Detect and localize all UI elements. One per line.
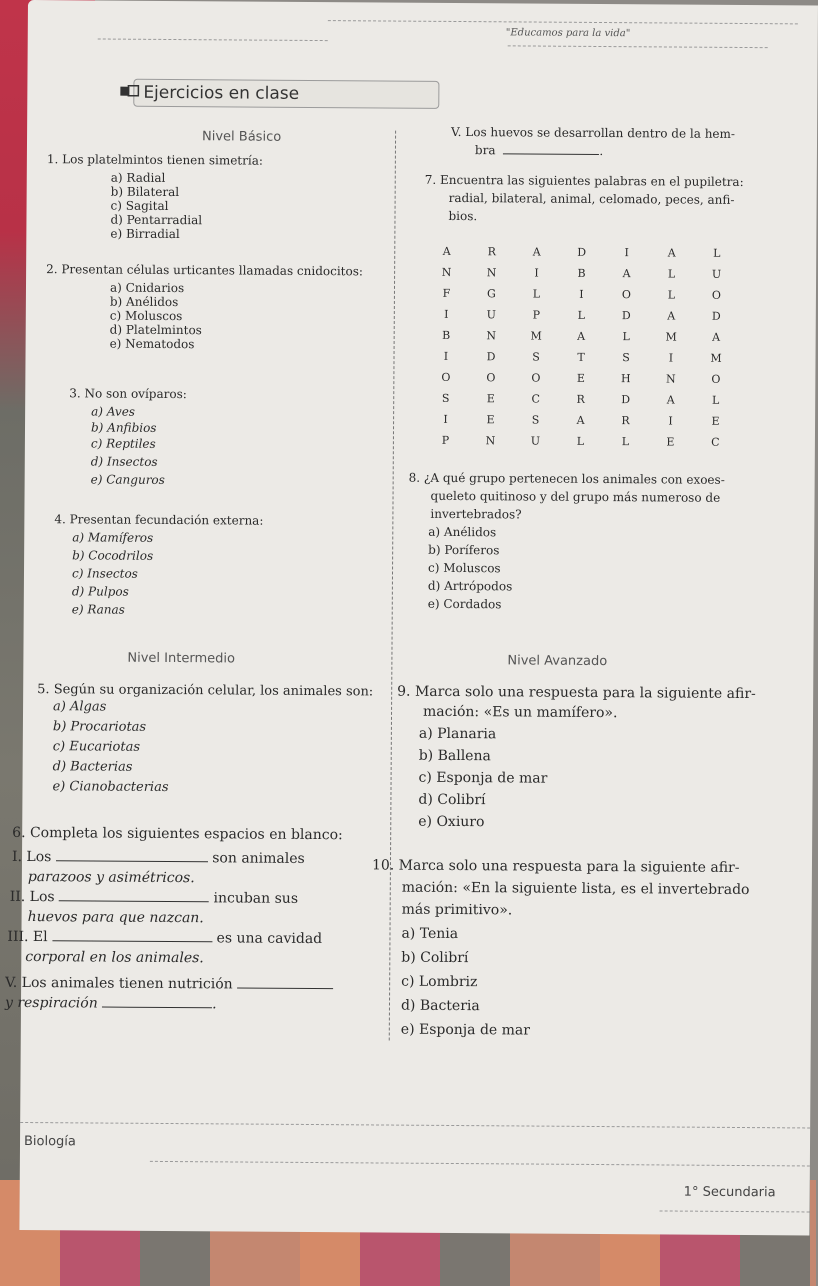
grid-cell[interactable]: S xyxy=(531,413,540,427)
q1-option-b: b) Bilateral xyxy=(110,184,180,200)
question-10-line3: más primitivo». xyxy=(401,901,513,919)
grid-cell[interactable]: L xyxy=(622,330,630,344)
q2-option-e: e) Nematodos xyxy=(109,336,195,352)
grid-cell[interactable]: O xyxy=(486,371,496,385)
grid-cell[interactable]: F xyxy=(442,286,451,300)
q9-option-d: d) Colibrí xyxy=(418,791,486,809)
grid-cell[interactable]: A xyxy=(622,267,631,281)
grid-cell[interactable]: S xyxy=(622,351,630,365)
q2-option-a: a) Cnidarios xyxy=(109,280,185,296)
q6-item-v xyxy=(5,976,365,994)
q8-option-d: d) Artrópodos xyxy=(427,578,513,594)
q6-item-ii xyxy=(10,890,350,907)
q6-ii-blank[interactable] xyxy=(59,900,209,902)
q5-option-e: e) Cianobacterias xyxy=(52,779,169,796)
q2-option-b: b) Anélidos xyxy=(109,294,179,310)
footer-rule-mid xyxy=(150,1161,810,1167)
question-7-line2: radial, bilateral, animal, celomado, peces, anfi- xyxy=(448,190,735,207)
q6-iii-end: corporal en los animales. xyxy=(25,949,204,967)
q3-option-e: e) Canguros xyxy=(90,472,165,487)
q6-ii-mid: incuban sus xyxy=(213,890,299,907)
grid-cell[interactable]: I xyxy=(444,307,449,321)
question-8-line2: queleto quitinoso y del grupo más numeroso de xyxy=(430,488,721,505)
grid-row xyxy=(424,283,739,306)
question-10-line2: mación: «En la siguiente lista, es el invertebrado xyxy=(401,879,750,899)
grid-cell[interactable]: L xyxy=(621,435,630,449)
q6-item-iii xyxy=(7,930,347,947)
q5-option-c: c) Eucariotas xyxy=(52,739,141,755)
grid-cell[interactable]: A xyxy=(577,329,586,343)
q1-option-e: e) Birradial xyxy=(110,226,180,242)
grid-cell[interactable]: O xyxy=(441,370,451,384)
grid-cell[interactable]: M xyxy=(665,330,677,344)
q6-ii-end: huevos para que nazcan. xyxy=(27,909,204,927)
grid-cell[interactable]: M xyxy=(530,329,542,343)
grid-cell[interactable]: I xyxy=(668,351,674,365)
worksheet-page xyxy=(4,0,818,1235)
question-2: 2. Presentan células urticantes llamadas cnidocitos: xyxy=(46,262,364,279)
q6-v-resp: y respiración xyxy=(4,994,98,1012)
grid-cell[interactable]: A xyxy=(576,413,585,427)
q10-option-a: a) Tenia xyxy=(401,925,459,943)
question-8: 8. ¿A qué grupo pertenecen los animales con exoes- xyxy=(408,470,725,487)
q8-option-c: c) Moluscos xyxy=(427,560,501,576)
grid-cell[interactable]: D xyxy=(486,350,496,364)
grid-cell[interactable]: R xyxy=(576,392,585,406)
q4-option-d: d) Pulpos xyxy=(71,584,129,599)
grid-cell[interactable]: B xyxy=(577,266,586,280)
q9-option-b: b) Ballena xyxy=(418,747,491,765)
grid-row xyxy=(423,346,738,369)
q8-option-b: b) Poríferos xyxy=(428,542,500,558)
grid-cell[interactable]: L xyxy=(712,393,720,407)
q10-option-e: e) Esponja de mar xyxy=(400,1021,531,1039)
q6-item-i xyxy=(12,850,352,867)
question-8-line3: invertebrados? xyxy=(430,506,522,522)
grid-cell[interactable]: E xyxy=(711,414,720,428)
level-basic-title: Nivel Básico xyxy=(201,129,282,145)
grid-cell[interactable]: N xyxy=(485,434,496,448)
question-7: 7. Encuentra las siguientes palabras en el pupiletra: xyxy=(424,172,744,190)
grid-cell[interactable]: C xyxy=(531,392,540,406)
grid-cell[interactable]: D xyxy=(621,309,631,323)
q6-i-end: parazoos y asimétricos. xyxy=(27,869,195,887)
footer-rule-bottom xyxy=(660,1210,810,1212)
question-5: 5. Según su organización celular, los animales son: xyxy=(37,682,374,700)
q6-i-blank[interactable] xyxy=(56,860,208,862)
grid-cell[interactable]: I xyxy=(624,246,629,260)
grid-cell[interactable]: O xyxy=(621,288,632,302)
q5-option-b: b) Procariotas xyxy=(52,719,147,735)
word-search-grid xyxy=(423,241,739,453)
section-title: Ejercicios en clase xyxy=(143,82,300,104)
header-rule-top xyxy=(328,20,798,24)
grid-cell[interactable]: B xyxy=(442,328,451,342)
grid-row xyxy=(423,367,738,390)
q9-option-c: c) Esponja de mar xyxy=(418,769,548,787)
header-rule-right xyxy=(508,45,768,48)
q6-item-v-line2 xyxy=(5,996,217,1012)
footer-grade: 1° Secundaria xyxy=(683,1184,776,1201)
q4-option-e: e) Ranas xyxy=(71,602,125,617)
q8-option-a: a) Anélidos xyxy=(428,524,497,540)
grid-row xyxy=(423,388,738,411)
grid-cell[interactable]: A xyxy=(666,393,675,407)
level-intermediate-title: Nivel Intermedio xyxy=(127,650,236,667)
grid-cell[interactable]: N xyxy=(441,265,452,279)
q6-iii-blank[interactable] xyxy=(52,940,212,942)
q6-i-start: I. Los xyxy=(11,848,52,866)
grid-cell[interactable]: G xyxy=(487,287,496,301)
q1-option-d: d) Pentarradial xyxy=(110,212,203,228)
grid-cell[interactable]: O xyxy=(711,288,722,302)
q6-i-mid: son animales xyxy=(212,850,305,867)
grid-row xyxy=(424,241,739,264)
grid-cell[interactable]: E xyxy=(486,413,495,427)
grid-cell[interactable]: R xyxy=(487,245,496,259)
question-9-line2: mación: «Es un mamífero». xyxy=(422,703,618,722)
question-7-line3: bios. xyxy=(448,208,478,224)
grid-cell[interactable]: M xyxy=(710,351,722,365)
header-rule-left xyxy=(98,38,328,41)
question-3: 3. No son ovíparos: xyxy=(69,386,187,402)
footer-subject: Biología xyxy=(23,1134,76,1150)
grid-row xyxy=(423,409,738,432)
question-10: 10. Marca solo una respuesta para la siguiente afir- xyxy=(371,857,740,876)
q10-option-b: b) Colibrí xyxy=(401,949,469,967)
question-6: 6. Completa los siguientes espacios en blanco: xyxy=(12,824,343,844)
grid-cell[interactable]: E xyxy=(576,371,585,385)
level-advanced-title: Nivel Avanzado xyxy=(507,653,608,670)
q6-v-blank-1[interactable] xyxy=(237,987,333,989)
q3-option-b: b) Anfibios xyxy=(90,420,157,435)
grid-cell[interactable]: A xyxy=(667,246,676,260)
header-motto: "Educamos para la vida" xyxy=(505,27,631,40)
q5-option-d: d) Bacterias xyxy=(52,759,133,775)
qv-blank[interactable] xyxy=(503,153,599,155)
grid-cell[interactable]: U xyxy=(711,267,722,281)
grid-cell[interactable]: L xyxy=(577,308,586,322)
grid-cell[interactable]: I xyxy=(443,412,448,426)
question-v-right: V. Los huevos se desarrollan dentro de la hem- xyxy=(451,124,736,141)
grid-cell[interactable]: U xyxy=(486,308,496,322)
grid-row xyxy=(423,430,738,453)
footer-rule-top xyxy=(20,1122,810,1129)
grid-cell[interactable]: S xyxy=(441,391,450,405)
grid-cell[interactable]: L xyxy=(576,434,585,448)
question-v-right-line2 xyxy=(475,143,603,159)
grid-cell[interactable]: D xyxy=(711,309,721,323)
grid-cell[interactable]: L xyxy=(713,246,721,260)
grid-cell[interactable]: I xyxy=(534,266,539,280)
grid-row xyxy=(424,262,739,285)
q1-option-a: a) Radial xyxy=(110,170,166,185)
grid-cell[interactable]: C xyxy=(711,435,720,449)
q1-option-c: c) Sagital xyxy=(110,198,169,213)
grid-cell[interactable]: A xyxy=(532,245,541,259)
q9-option-a: a) Planaria xyxy=(418,725,497,743)
grid-cell[interactable]: T xyxy=(577,350,585,364)
grid-cell[interactable]: H xyxy=(621,372,631,386)
q3-option-d: d) Insectos xyxy=(90,454,158,469)
grid-cell[interactable]: P xyxy=(532,308,541,322)
grid-cell[interactable]: A xyxy=(442,244,451,258)
q5-option-a: a) Algas xyxy=(53,699,107,715)
grid-cell[interactable]: O xyxy=(531,371,541,385)
grid-cell[interactable]: E xyxy=(486,392,495,406)
notebook-icon xyxy=(119,83,139,97)
question-9: 9. Marca solo una respuesta para la siguiente afir- xyxy=(397,683,756,703)
grid-cell[interactable]: O xyxy=(711,372,721,386)
qv-bra: bra xyxy=(474,143,496,158)
q4-option-a: a) Mamíferos xyxy=(72,530,154,545)
grid-cell[interactable]: S xyxy=(532,350,540,364)
q10-option-c: c) Lombriz xyxy=(401,973,478,991)
q6-v-end: . xyxy=(212,996,217,1013)
q6-v-start: V. Los animales tienen nutrición xyxy=(5,974,233,993)
q3-option-a: a) Aves xyxy=(91,404,136,419)
grid-cell[interactable]: A xyxy=(712,330,721,344)
grid-cell[interactable]: R xyxy=(621,414,630,428)
q6-v-blank-2[interactable] xyxy=(102,1007,212,1009)
question-1: 1. Los platelmintos tienen simetría: xyxy=(46,152,263,168)
q6-iii-start: III. El xyxy=(7,928,48,946)
q4-option-c: c) Insectos xyxy=(71,566,138,581)
question-4: 4. Presentan fecundación externa: xyxy=(54,512,264,528)
grid-row xyxy=(424,325,739,348)
grid-cell[interactable]: N xyxy=(666,372,676,386)
grid-cell[interactable]: I xyxy=(443,349,449,363)
grid-cell[interactable]: N xyxy=(486,329,497,343)
q10-option-d: d) Bacteria xyxy=(400,997,480,1015)
q2-option-d: d) Platelmintos xyxy=(109,322,202,338)
q3-option-c: c) Reptiles xyxy=(90,436,156,451)
grid-cell[interactable]: E xyxy=(666,435,675,449)
grid-cell[interactable]: I xyxy=(579,287,584,301)
grid-cell[interactable]: D xyxy=(577,245,587,259)
grid-cell[interactable]: D xyxy=(621,393,631,407)
grid-cell[interactable]: L xyxy=(667,288,676,302)
qv-end: . xyxy=(599,143,604,159)
grid-cell[interactable]: A xyxy=(667,309,676,323)
column-divider xyxy=(389,131,396,1041)
q6-ii-start: II. Los xyxy=(9,888,55,906)
grid-cell[interactable]: U xyxy=(530,434,541,448)
q8-option-e: e) Cordados xyxy=(427,596,502,612)
grid-cell[interactable]: L xyxy=(667,267,676,281)
grid-cell[interactable]: P xyxy=(441,433,450,447)
q4-option-b: b) Cocodrilos xyxy=(72,548,154,563)
q9-option-e: e) Oxiuro xyxy=(418,813,485,831)
grid-cell[interactable]: N xyxy=(486,266,497,280)
grid-row xyxy=(424,304,739,327)
q6-iii-mid: es una cavidad xyxy=(216,930,323,948)
grid-cell[interactable]: I xyxy=(668,414,673,428)
q2-option-c: c) Moluscos xyxy=(109,308,183,324)
grid-cell[interactable]: L xyxy=(532,287,541,301)
